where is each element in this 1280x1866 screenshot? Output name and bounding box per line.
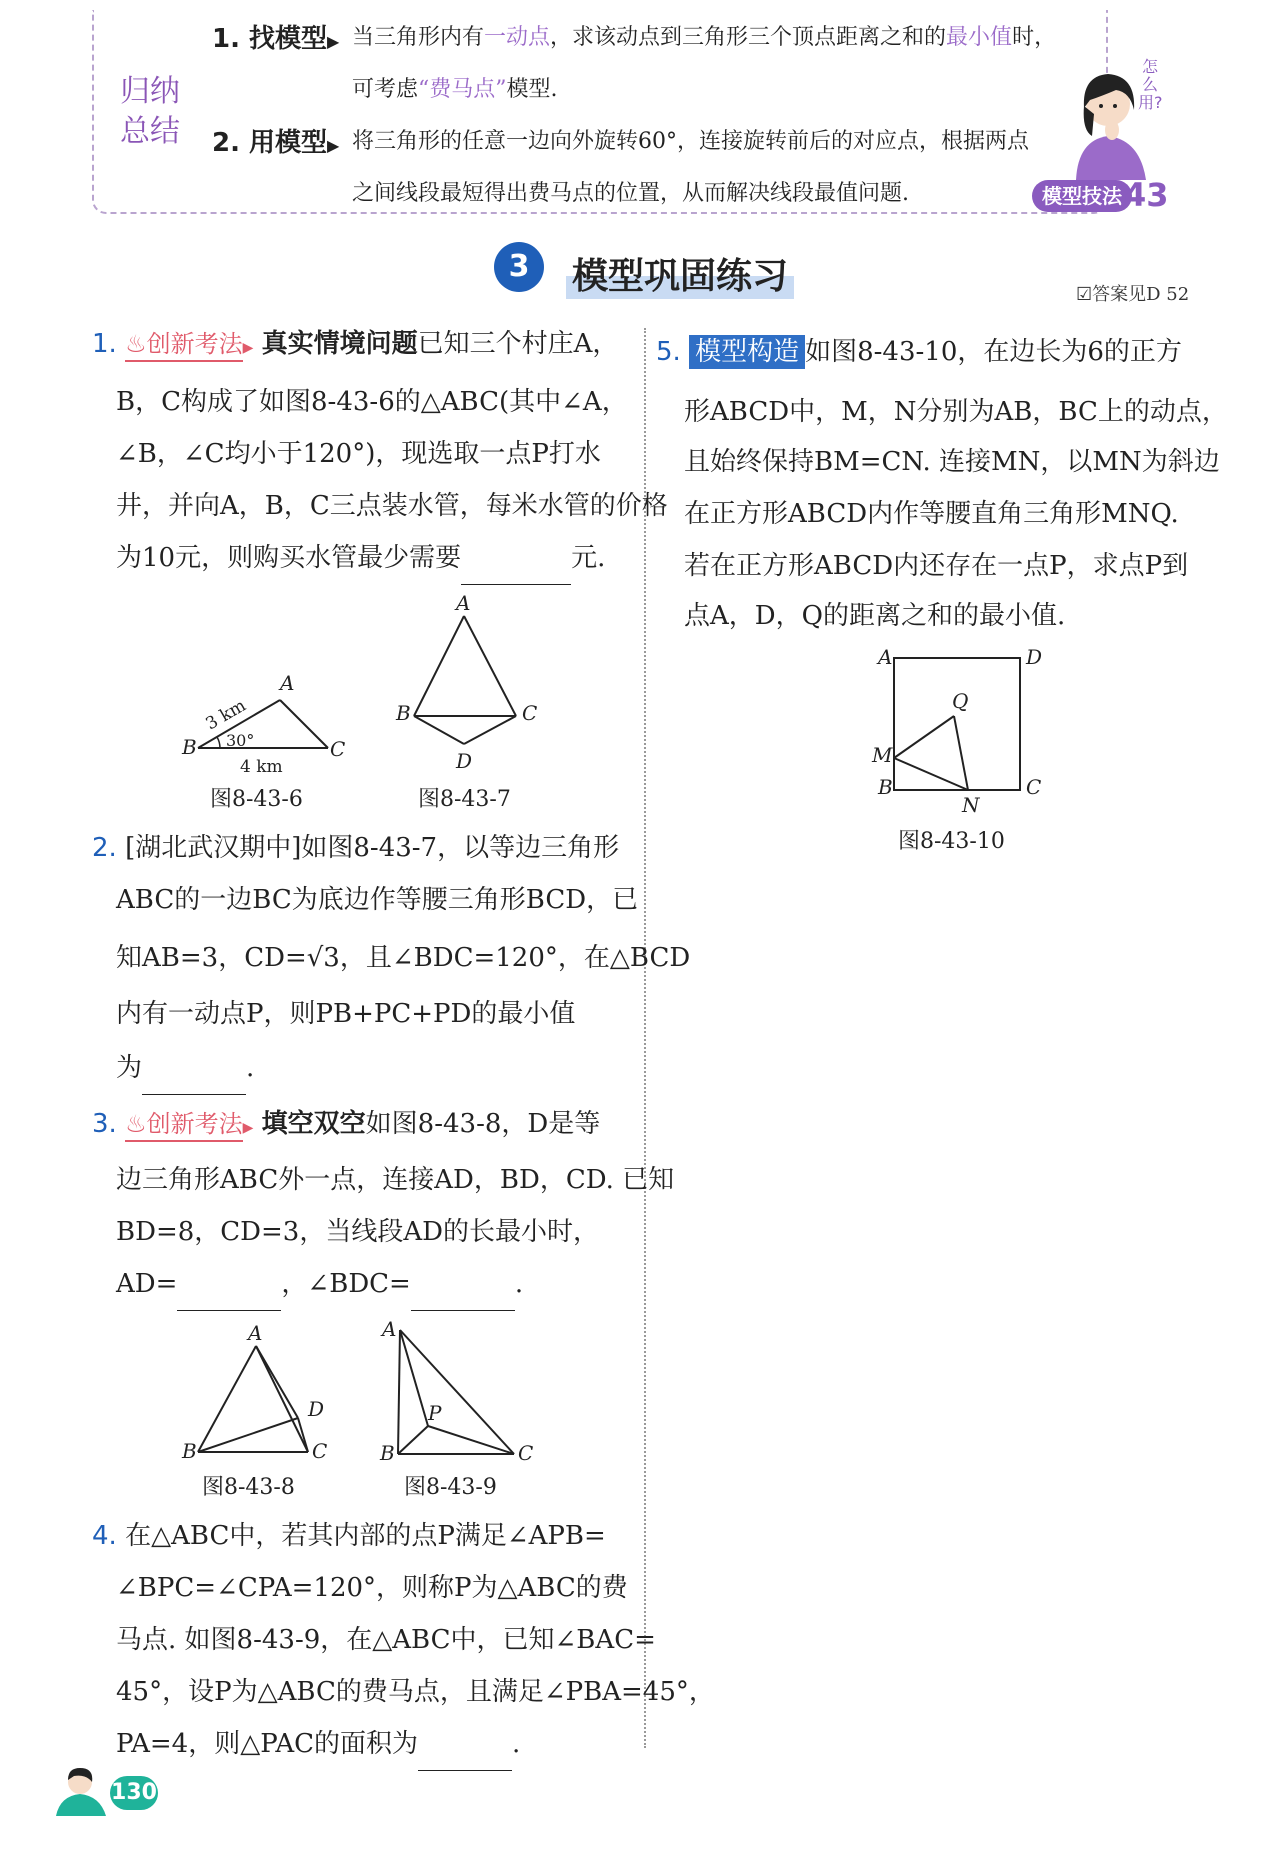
section-title: 模型巩固练习 [566, 248, 794, 299]
fig6-length-BC: 4 km [240, 757, 283, 772]
bulb-icon: ♨ [125, 330, 147, 358]
q1-label: 真实情境问题 [261, 329, 418, 359]
q3-answer-blank-ad[interactable] [177, 1258, 281, 1311]
fig8-label-D: D [308, 1397, 325, 1421]
fig8-label-C: C [312, 1439, 328, 1462]
step1-line1 [352, 12, 1056, 64]
student-mascot-icon [50, 1762, 114, 1816]
q3-text-1: 如图8-43-8，D是等 [365, 1109, 601, 1139]
q5-line3: 且始终保持BM=CN. 连接MN，以MN为斜边 [684, 447, 1220, 477]
q1-tag-text: 创新考法 [146, 330, 243, 358]
arrow-right-icon: ▶ [327, 32, 340, 51]
q5-line6: 点A，D，Q的距离之和的最小值. [684, 601, 1066, 631]
fig7-caption: 图8-43-7 [418, 787, 511, 812]
fig8-label-A: A [248, 1322, 263, 1345]
answer-reference: ☑答案见D 52 [1076, 284, 1190, 305]
fig9-label-B: B [380, 1441, 395, 1462]
figure-8-43-6 [176, 672, 356, 772]
step2-line1: 将三角形的任意一边向外旋转60°，连接旋转前后的对应点，根据两点 [352, 129, 1029, 154]
step1-line1-a: 当三角形内有 [352, 25, 485, 50]
fig10-label-Q: Q [952, 689, 969, 713]
q5-line1 [656, 326, 1182, 378]
q1-tag [125, 330, 243, 362]
q2-text-1: [湖北武汉期中]如图8-43-7，以等边三角形 [125, 833, 620, 863]
badge-label: 模型技法 [1032, 180, 1132, 212]
q1-line4: 井，并向A，B，C三点装水管，每米水管的价格 [116, 491, 668, 521]
fig10-label-C: C [1026, 775, 1042, 799]
q3-tag [125, 1110, 243, 1142]
step1-line2-a: 可考虑 [352, 77, 419, 102]
fig8-caption: 图8-43-8 [202, 1475, 295, 1500]
badge-number: 43 [1124, 176, 1169, 214]
step1-highlight-min: 最小值 [946, 25, 1013, 50]
q4-answer-blank[interactable] [418, 1718, 512, 1771]
q2-line5: 为 . [116, 1042, 254, 1095]
figure-8-43-9 [376, 1316, 546, 1462]
fig10-label-M: M [872, 743, 893, 767]
q2-line2: ABC的一边BC为底边作等腰三角形BCD，已 [116, 885, 639, 915]
fig9-label-A: A [382, 1317, 397, 1341]
fig6-label-C: C [330, 737, 346, 761]
fig9-label-C: C [518, 1441, 534, 1462]
how-to-use-note: 怎么用? [1138, 57, 1163, 112]
summary-tag-line1: 归纳 [120, 74, 180, 109]
q3-text-4b: ，∠BDC= [281, 1269, 411, 1299]
q4-line5: PA=4，则△PAC的面积为 . [116, 1718, 520, 1771]
fig7-label-B: B [396, 701, 411, 725]
fig6-label-A: A [280, 672, 295, 695]
section-number: 3 [494, 242, 544, 292]
q2-line4: 内有一动点P，则PB+PC+PD的最小值 [116, 999, 576, 1029]
fig7-label-D: D [456, 749, 473, 773]
column-divider [644, 328, 646, 1748]
q2-line1 [92, 822, 619, 874]
step1-line1-c: 时， [1012, 25, 1057, 50]
step2-title-text: 2. 用模型 [212, 128, 328, 158]
step1-line1-b: ，求该动点到三角形三个顶点距离之和的 [550, 25, 947, 50]
step2-line2: 之间线段最短得出费马点的位置，从而解决线段最值问题. [352, 181, 909, 206]
q4-line3: 马点. 如图8-43-9，在△ABC中，已知∠BAC= [116, 1625, 656, 1655]
q2-line3: 知AB=3，CD=√3，且∠BDC=120°，在△BCD [116, 943, 691, 973]
q1-tag-arrow: ▶ [242, 340, 254, 356]
q1-line5 [116, 532, 605, 585]
q1-text-5a: 为10元，则购买水管最少需要 [116, 543, 462, 573]
fig7-label-A: A [456, 594, 471, 615]
q5-number: 5. [656, 337, 681, 367]
q3-line4: AD= ，∠BDC= . [116, 1258, 523, 1311]
fig6-length-AB: 3 km [202, 695, 250, 735]
q1-answer-blank[interactable] [461, 532, 571, 585]
summary-tag-line2: 总结 [120, 114, 180, 149]
fig7-label-C: C [522, 701, 538, 725]
q1-line3: ∠B，∠C均小于120°)，现选取一点P打水 [116, 439, 601, 469]
q5-line2: 形ABCD中，M，N分别为AB，BC上的动点， [684, 397, 1228, 427]
fig9-label-P: P [428, 1401, 442, 1425]
fig10-label-A: A [878, 645, 893, 669]
q5-text-1: 如图8-43-10，在边长为6的正方 [805, 337, 1182, 367]
q1-text-1: 已知三个村庄A， [417, 329, 619, 359]
q1-text-5b: 元. [571, 543, 606, 573]
q2-answer-blank[interactable] [142, 1042, 246, 1095]
fig10-label-B: B [878, 775, 893, 799]
step1-line2-b: 模型. [506, 77, 558, 102]
fig6-label-B: B [182, 735, 197, 759]
bulb-icon: ♨ [125, 1110, 147, 1138]
step1-highlight-moving-point: 一动点 [484, 25, 551, 50]
fig10-label-N: N [962, 793, 980, 816]
figure-8-43-7 [392, 594, 552, 774]
step1-line2 [352, 64, 558, 116]
step1-title-text: 1. 找模型 [212, 24, 328, 54]
q5-line5: 若在正方形ABCD内还存在一点P，求点P到 [684, 551, 1189, 581]
q3-text-4a: AD= [116, 1269, 178, 1299]
fig9-caption: 图8-43-9 [404, 1475, 497, 1500]
fig8-label-B: B [182, 1439, 197, 1462]
q4-line2: ∠BPC=∠CPA=120°，则称P为△ABC的费 [116, 1573, 628, 1603]
q3-label: 填空双空 [261, 1109, 366, 1139]
q4-number: 4. [92, 1521, 117, 1551]
q4-text-5a: PA=4，则△PAC的面积为 [116, 1729, 418, 1759]
q4-line1 [92, 1510, 606, 1562]
step1-highlight-fermat: “费马点” [418, 77, 507, 102]
q4-line4: 45°，设P为△ABC的费马点，且满足∠PBA=45°， [116, 1677, 715, 1707]
q1-line2: B，C构成了如图8-43-6的△ABC(其中∠A， [116, 387, 628, 417]
q3-number: 3. [92, 1109, 117, 1139]
q4-text-1: 在△ABC中，若其内部的点P满足∠APB= [125, 1521, 606, 1551]
q3-tag-text: 创新考法 [146, 1110, 243, 1138]
fig10-caption: 图8-43-10 [898, 829, 1005, 854]
q2-text-5: 为 [116, 1053, 143, 1083]
q3-line2: 边三角形ABC外一点，连接AD，BD，CD. 已知 [116, 1165, 675, 1195]
q3-line3: BD=8，CD=3，当线段AD的长最小时， [116, 1217, 599, 1247]
q1-number: 1. [92, 329, 117, 359]
figure-8-43-10 [868, 644, 1048, 816]
q5-tag: 模型构造 [689, 335, 805, 369]
q5-line4: 在正方形ABCD内作等腰直角三角形MNQ. [684, 499, 1179, 529]
q2-number: 2. [92, 833, 117, 863]
step1-title [212, 18, 339, 55]
q3-line1 [92, 1098, 600, 1154]
fig10-label-D: D [1026, 645, 1043, 669]
step2-title [212, 122, 339, 159]
fig6-caption: 图8-43-6 [210, 787, 303, 812]
q3-tag-arrow: ▶ [242, 1120, 254, 1136]
figure-8-43-8 [176, 1322, 346, 1462]
page-number: 130 [110, 1776, 158, 1810]
q3-answer-blank-angle[interactable] [411, 1258, 515, 1311]
arrow-right-icon: ▶ [327, 136, 340, 155]
fig6-angle-B: 30° [226, 731, 255, 750]
summary-tag [110, 72, 190, 152]
q1-line1 [92, 318, 637, 374]
